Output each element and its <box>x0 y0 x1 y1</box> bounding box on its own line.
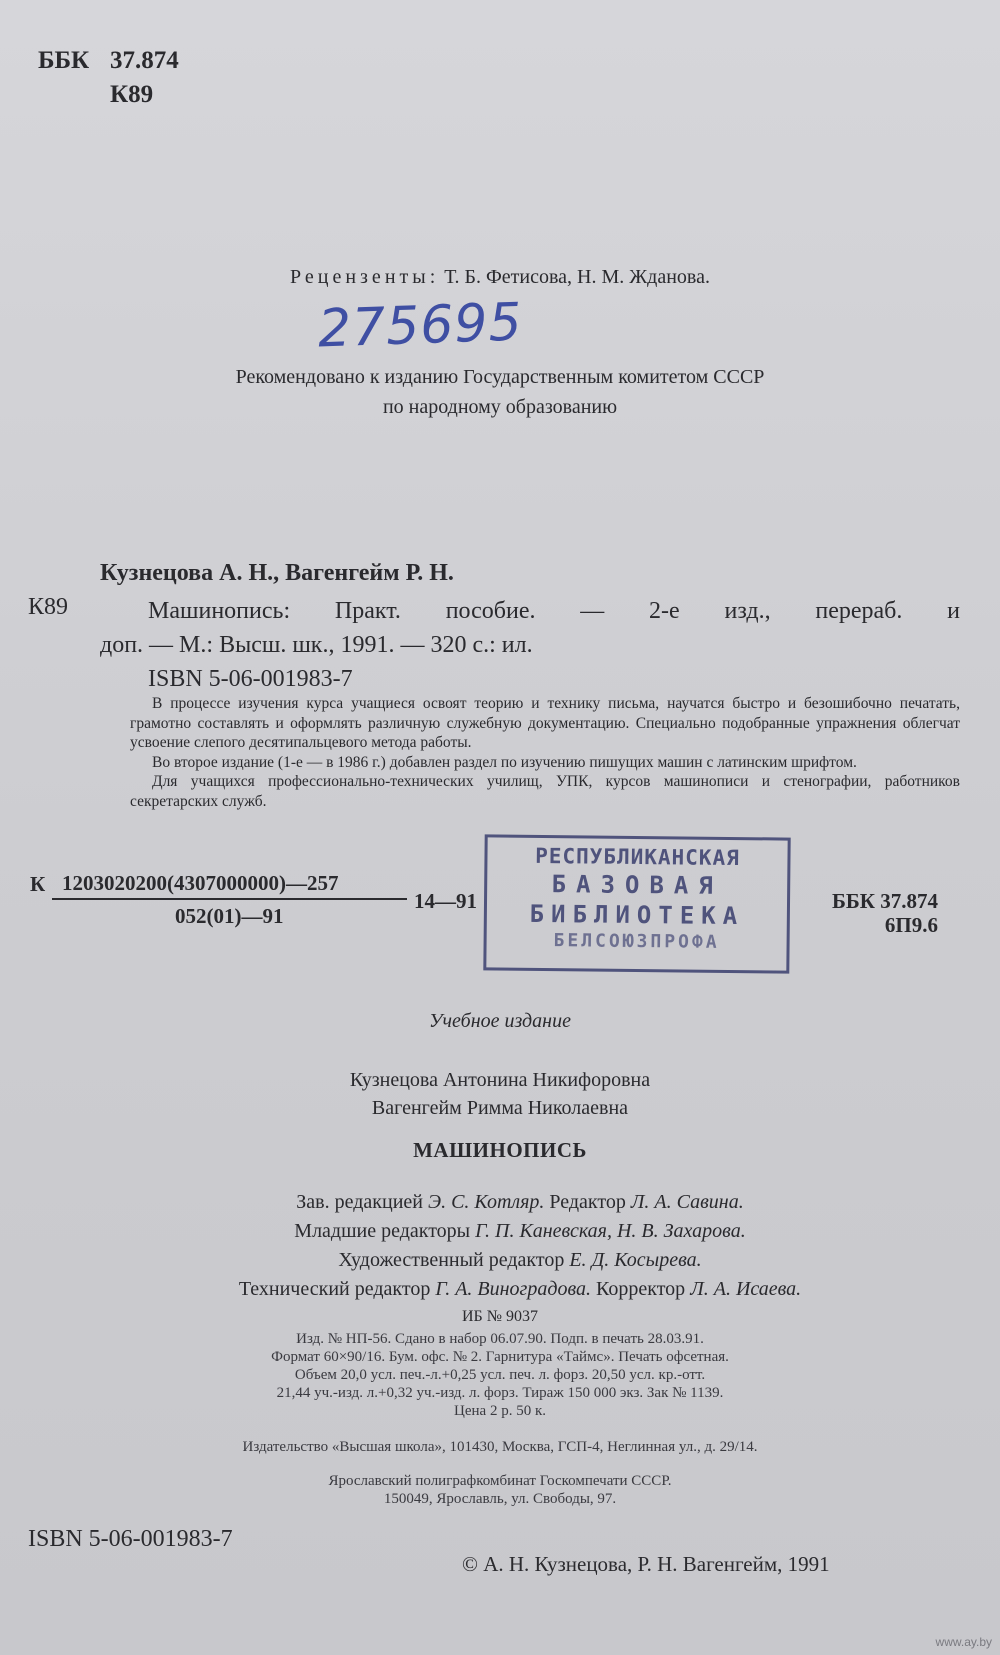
editor-role: Корректор <box>596 1278 686 1300</box>
handwritten-inventory-number: 275695 <box>317 292 524 360</box>
bibliographic-line2: доп. — М.: Высш. шк., 1991. — 320 с.: ил. <box>100 632 533 658</box>
abstract-paragraph: В процессе изучения курса учащиеся освоят теорию и технику письма, научатся быстро и безошибочно печатать, грамотно составлять и оформлять различную служебную документацию. Специально подобранные упражнения облегчат усвоение слепого десятипальцевого метода работы. <box>130 695 960 751</box>
ib-number: ИБ № 9037 <box>461 1308 538 1325</box>
imprint-line: Изд. № НП-56. Сдано в набор 06.07.90. Подп. в печать 28.03.91. <box>296 1331 704 1347</box>
bbk-label: ББК <box>38 47 90 74</box>
printer <box>0 1472 1000 1508</box>
bibliographic-description <box>100 594 960 696</box>
reviewers-line <box>0 266 1000 289</box>
editor-name: Л. А. Савина. <box>630 1191 744 1213</box>
stamp-line1: РЕСПУБЛИКАНСКАЯ <box>535 843 740 871</box>
bibliographic-authors: Кузнецова А. Н., Вагенгейм Р. Н. <box>100 560 454 586</box>
recommendation-line1: Рекомендовано к изданию Государственным комитетом СССР <box>235 366 765 388</box>
publisher: Издательство «Высшая школа», 101430, Москва, ГСП-4, Неглинная ул., д. 29/14. <box>242 1439 758 1455</box>
editor-role: Младшие редакторы <box>294 1220 471 1242</box>
editor-name: Е. Д. Косырева. <box>569 1249 702 1271</box>
classification-numerator: 1203020200(4307000000)—257 <box>62 871 339 895</box>
bbk-bottom-block <box>832 889 938 937</box>
recommendation <box>0 362 1000 422</box>
abstract-paragraph: Во второе издание (1-е — в 1986 г.) добавлен раздел по изучению пишущих машин с латинским шрифтом. <box>152 753 857 771</box>
editors-line <box>100 1188 940 1217</box>
bbk-author-mark: К89 <box>110 81 154 108</box>
imprint-line: Объем 20,0 усл. печ.-л.+0,25 усл. печ. л. форз. 20,50 усл. кр.-отт. <box>294 1367 706 1383</box>
editor-name: Л. А. Исаева. <box>690 1278 802 1300</box>
printer-line: Ярославский полиграфкомбинат Госкомпечати СССР. <box>328 1473 672 1489</box>
editor-role: Зав. редакцией <box>296 1191 423 1213</box>
imprint-line: 21,44 уч.-изд. л.+0,32 уч.-изд. л. форз. Тираж 150 000 экз. Зак № 1139. <box>276 1385 724 1401</box>
recommendation-line2: по народному образованию <box>382 396 618 418</box>
bibliographic-index: К89 <box>28 594 69 620</box>
classification-k: К <box>30 872 46 896</box>
bbk-code: 37.874 <box>110 47 179 74</box>
copyright-notice: © А. Н. Кузнецова, Р. Н. Вагенгейм, 1991 <box>462 1552 830 1576</box>
printer-line: 150049, Ярославль, ул. Свободы, 97. <box>383 1491 617 1507</box>
editors-line <box>100 1246 940 1275</box>
bbk-bottom-code2: 6П9.6 <box>884 913 938 937</box>
reviewers-label: Рецензенты: <box>290 266 440 288</box>
author-full-name: Вагенгейм Римма Николаевна <box>371 1097 629 1119</box>
bbk-top-block <box>38 44 179 112</box>
library-stamp <box>483 834 790 973</box>
editor-role: Технический редактор <box>238 1278 431 1300</box>
abstract <box>130 694 960 811</box>
editor-name: Г. П. Каневская, Н. В. Захарова. <box>475 1220 746 1242</box>
editor-role: Редактор <box>549 1191 626 1213</box>
stamp-line3: БИБЛИОТЕКА <box>529 899 745 931</box>
imprint-line: Цена 2 р. 50 к. <box>454 1403 546 1419</box>
editors-line <box>100 1275 940 1304</box>
edition-type: Учебное издание <box>429 1010 571 1032</box>
book-title: МАШИНОПИСЬ <box>413 1138 587 1162</box>
editor-name: Г. А. Виноградова. <box>435 1278 592 1300</box>
imprint <box>0 1330 1000 1420</box>
imprint-line: Формат 60×90/16. Бум. офс. № 2. Гарнитура «Таймс». Печать офсетная. <box>271 1349 729 1365</box>
bibliographic-line1: Машинопись: Практ. пособие. — 2-е изд., перераб. и <box>148 598 960 624</box>
site-watermark: www.ay.by <box>935 1635 992 1649</box>
isbn-bottom: ISBN 5-06-001983-7 <box>28 1526 233 1552</box>
reviewers-names: Т. Б. Фетисова, Н. М. Жданова. <box>444 266 710 288</box>
stamp-line2: БАЗОВАЯ <box>551 870 723 900</box>
editorial-staff <box>100 1188 940 1304</box>
bibliographic-isbn: ISBN 5-06-001983-7 <box>148 666 353 692</box>
bbk-bottom-label: ББК <box>832 889 875 913</box>
classification-fraction-line <box>52 898 407 900</box>
editor-role: Художественный редактор <box>338 1249 565 1271</box>
author-full-name: Кузнецова Антонина Никифоровна <box>349 1069 651 1091</box>
bbk-bottom-code: 37.874 <box>880 889 938 913</box>
classification-suffix: 14—91 <box>414 889 477 913</box>
stamp-line4: БЕЛСОЮЗПРОФА <box>553 930 720 953</box>
classification-denominator: 052(01)—91 <box>175 904 284 928</box>
editor-name: Э. С. Котляр. <box>427 1191 545 1213</box>
abstract-paragraph: Для учащихся профессионально-технических училищ, УПК, курсов машинописи и стенографии, работников секретарских служб. <box>130 773 960 810</box>
author-full-names <box>0 1066 1000 1122</box>
editors-line <box>100 1217 940 1246</box>
